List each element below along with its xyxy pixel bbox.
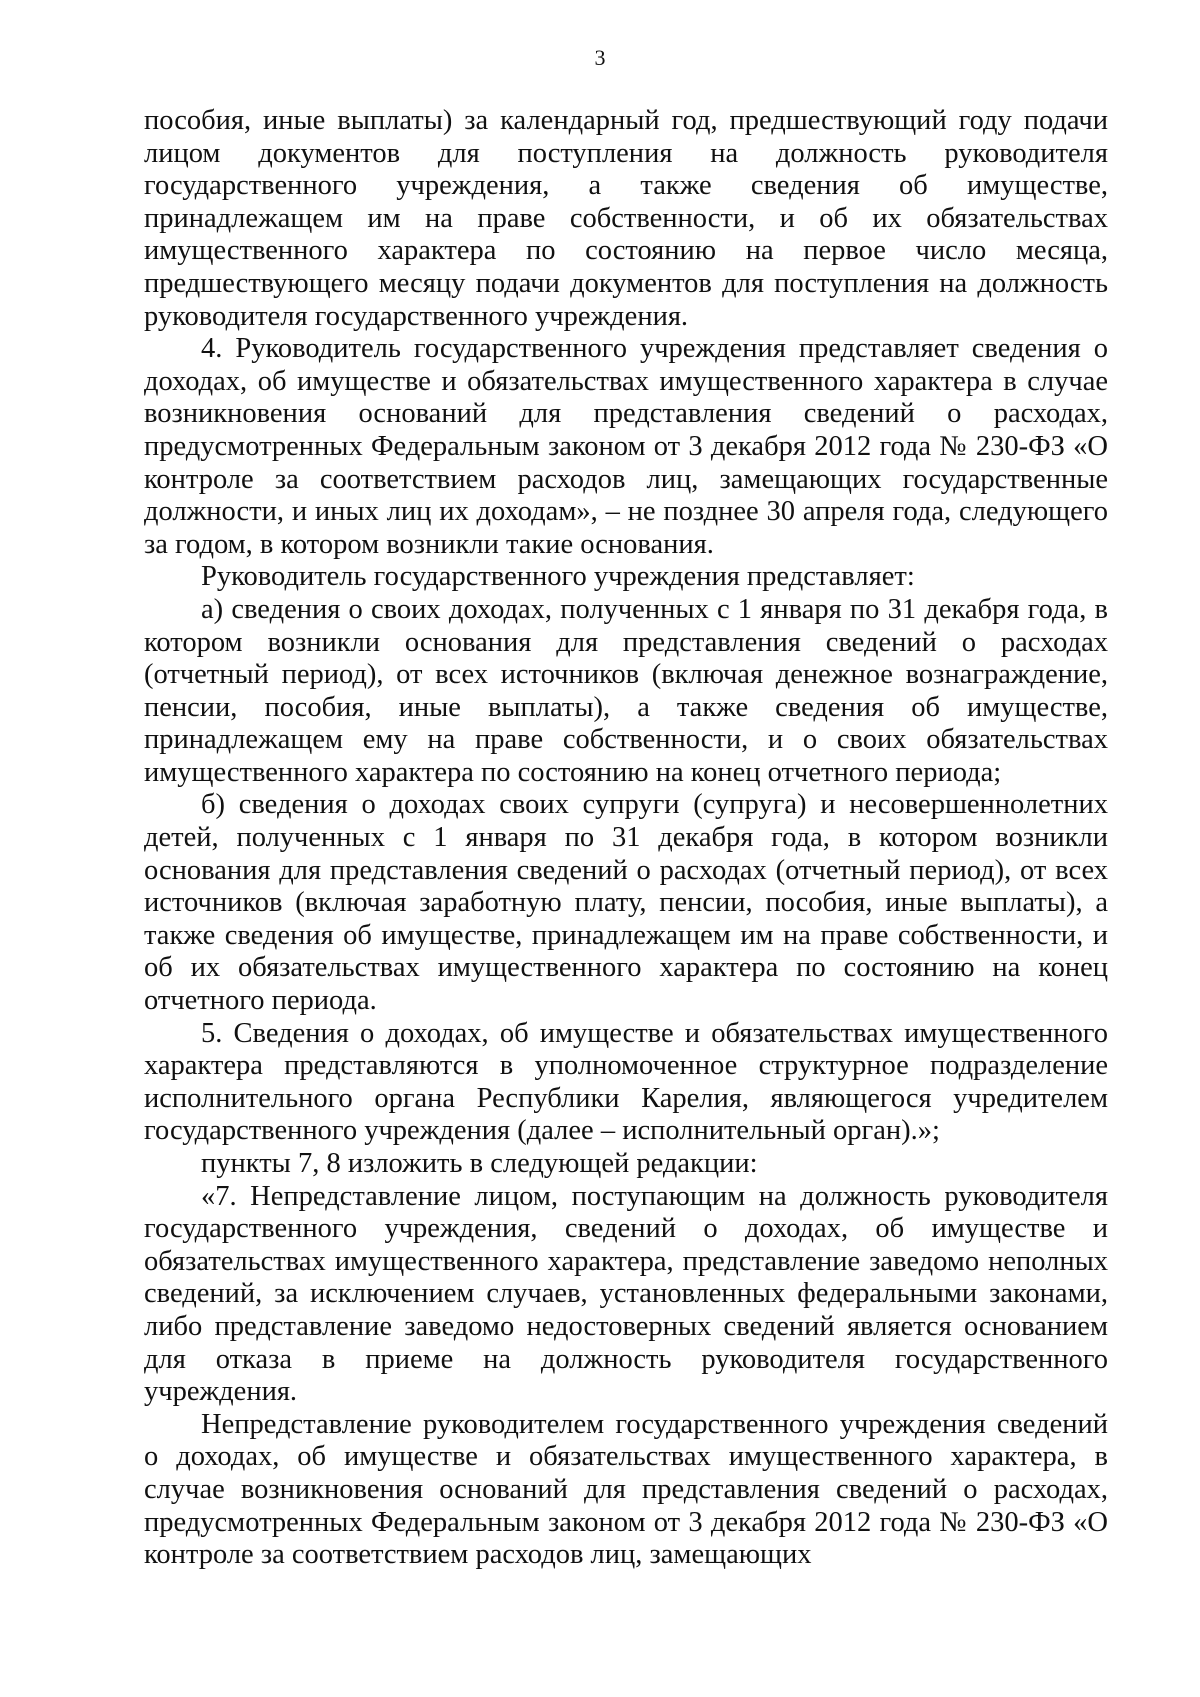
paragraph-subitem-b: б) сведения о доходах своих супруги (супруга) и несовершеннолетних детей, полученных с 1 января по 31 декабря года, в котором возникли основания для представления сведений о расходах (отчетный период), от всех источников (включая заработную плату, пенсии, пособия, иные выплаты), а также сведения об имуществе, принадлежащем им на праве собственности, и об их обязательствах имущественного характера по состоянию на конец отчетного периода. [144, 789, 1108, 1017]
paragraph-item-7: «7. Непредставление лицом, поступающим на должность руководителя государственного учреждения, сведений о доходах, об имуществе и обязательствах имущественного характера, представление заведомо неполных сведений, за исключением случаев, установленных федеральными законами, либо представление заведомо недостоверных сведений является основанием для отказа в приеме на должность руководителя государственного учреждения. [144, 1180, 1108, 1408]
paragraph-item-7-second: Непредставление руководителем государственного учреждения сведений о доходах, об имуществе и обязательствах имущественного характера, в случае возникновения оснований для представления сведений о расходах, предусмотренных Федеральным законом от 3 декабря 2012 года № 230-ФЗ «О контроле за соответствием расходов лиц, замещающих [144, 1408, 1108, 1571]
paragraph-head-submits: Руководитель государственного учреждения представляет: [201, 561, 915, 593]
paragraph-item-4: 4. Руководитель государственного учреждения представляет сведения о доходах, об имуществе и обязательствах имущественного характера в случае возникновения оснований для представления сведений о расходах, предусмотренных Федеральным законом от 3 декабря 2012 года № 230-ФЗ «О контроле за соответствием расходов лиц, замещающих государственные должности, и иных лиц их доходам», – не позднее 30 апреля года, следующего за годом, в котором возникли такие основания. [144, 333, 1108, 560]
page-number: 3 [594, 45, 606, 70]
paragraph-item-5: 5. Сведения о доходах, об имуществе и обязательствах имущественного характера представляются в уполномоченное структурное подразделение исполнительного органа Республики Карелия, являющегося учредителем государственного учреждения (далее – исполнительный орган).»; [144, 1017, 1108, 1147]
paragraph-income-continuation: пособия, иные выплаты) за календарный год, предшествующий году подачи лицом документов для поступления на должность руководителя государственного учреждения, а также сведения об имуществе, принадлежащем им на праве собственности, и об их обязательствах имущественного характера по состоянию на первое число месяца, предшествующего месяцу подачи документов для поступления на должность руководителя государственного учреждения. [144, 105, 1108, 332]
paragraph-subitem-a: а) сведения о своих доходах, полученных с 1 января по 31 декабря года, в котором возникли основания для представления сведений о расходах (отчетный период), от всех источников (включая денежное вознаграждение, пенсии, пособия, иные выплаты), а также сведения об имуществе, принадлежащем ему на праве собственности, и о своих обязательствах имущественного характера по состоянию на конец отчетного периода; [144, 593, 1108, 788]
paragraph-amendment-instruction: пункты 7, 8 изложить в следующей редакции: [201, 1148, 758, 1179]
document-body [144, 105, 1108, 1572]
